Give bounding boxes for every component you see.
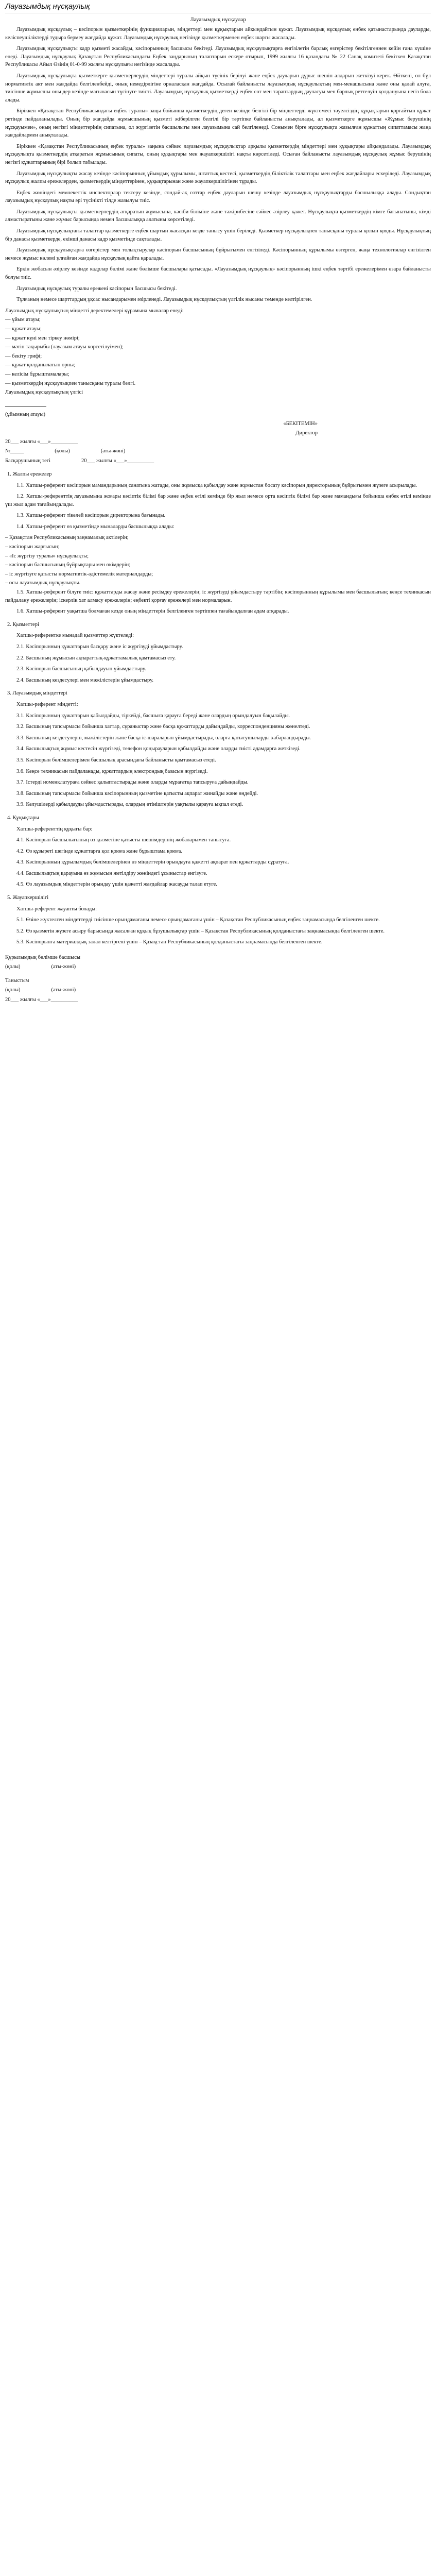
familiar-signature-row [5, 986, 431, 994]
agreed-label: Құрылымдық бөлімше басшысы [5, 955, 80, 961]
intro-paragraph: Лауазымдық нұсқаулықта қызметкерге қызметкерлердің міндеттері туралы айқын түсінік берілуі және еңбек дауларын дұрыс шешіп алдарын жеткізуі керек. Өйткені, ол бұл нормативтік акт мен жағдайда белгіленбейді, оның немедірлігіне орналасқан жағдайда. Осылай байланысты лауазымдық нұсқаулықтың мен-менашысына және оны қалай алуға, тиісінше жұмысшы оны дер кезінде мағынасын түсінуге тиісті. Лауазымдық нұсқаулық қызметкерді еңбек сот мен тараптардың дауласуы мен барлық реттелуін қолдануына негіз бола алады. [5, 73, 431, 103]
section-item: 4.4. Басшылықтың қарауына өз жұмысын жетілдіру жөніндегі ұсыныстар енгізуге. [16, 870, 207, 876]
signature-label: (қолы) [55, 448, 70, 454]
signature-row [5, 447, 431, 455]
list-item: Лауазымдық нұсқаулықтың міндетті деректемелері құрамына мыналар енеді: [5, 308, 184, 314]
section-item: 2.2. Басшының жұмысын ақпараттық-құжаттамалық қамтамасыз ету. [16, 655, 176, 661]
agreed-signature-row [5, 963, 431, 971]
intro-paragraph: Лауазымдық нұсқаулық туралы ережені кәсіпорын басшысы бекітеді. [16, 285, 177, 292]
section-item: 4.1. Кәсіпорын басшылығының өз қызметіне қатысты шешімдерінің жобаларымен танысуға. [16, 837, 231, 843]
fio-label: (аты-жөні) [100, 448, 126, 454]
date-line: 20___ жылғы «___»__________ [5, 439, 78, 445]
list-item: — құжат қолданылатын орны; [5, 362, 76, 368]
section-item: Хатшы-референттің құқығы бар: [16, 826, 93, 832]
intro-section [5, 26, 431, 293]
familiar-label: Таныстым [5, 978, 29, 984]
list-item: – Қазақстан Республикасының заңнамалық актілерін; [5, 535, 129, 541]
section-item: 5.3. Кәсіпорынға материалдық залал келтіргені үшін – Қазақстан Республикасының қолданыстағы заңнамасында белгіленген шекте. [16, 939, 323, 945]
section-item: 1.4. Хатшы-референт өз қызметінде мыналарды басшылыққа алады: [16, 523, 175, 530]
section-item: 1.3. Хатшы-референт тікелей кәсіпорын директорына бағынады. [16, 513, 166, 519]
section-item: 3.1. Кәсіпорынның құжаттарын қабылдайды, тіркейді, басшыға қарауға береді және олардың орындалуын бақылайды. [16, 713, 290, 719]
signature-label: (қолы) [5, 963, 21, 970]
section-item: 3.4. Басшылықтың жұмыс кестесін жүргізеді, телефон қоңырауларын қабылдайды және оларды тиісті адамдарға жеткізеді. [16, 746, 301, 752]
section-item: 2.3. Кәсіпорын басшысының қабылдауын ұйымдастыру. [16, 666, 146, 672]
section-heading: 1. Жалпы ережелер [7, 471, 52, 477]
intro-paragraph: Біріккен «Қазақстан Республикасындағы еңбек туралы» заңы бойынша қызметкердің деген кезінде белгілі бір міндеттерді жүктемесі тәуелсіздің құқықтарын қорғайтын құжат ретінде пайдаланылады. Оның бір жағдайда жұмысшының қызметі жіберілген белгілі бір тәртіпке байланысты анықталады, ал қызметкерге жұмысшы «Жұмыс берушінің нұсқауымен», оның негізгі міндеттерінің сипатына, ол жүргізетін басшылығы мен лауазымына сай белгіленеді. Сонымен бірге нұсқаулықта жазылған құжаттың сипаттамасы жаңа жағдайлармен анықталады. [5, 108, 431, 139]
intro-paragraph: Лауазымдық нұсқаулық – кәсіпорын қызметкерінің функцияларын, міндеттері мен құқықтарын айқындайтын құжат. Лауазымдық нұсқаулық еңбек қатынастарында дауларды, келіспеушіліктерді тудыра бермеу жағдайда құжат. Лауазымдық нұсқаулық негізінде қызметкерменен еңбек шарты жасалады. [5, 27, 431, 41]
section-item: Хатшы-референт жауапты болады: [16, 906, 97, 912]
list-item: – кәсіпорын басшысының бұйрықтары мен өкімдерін; [5, 562, 131, 568]
fio-label: (аты-жөні) [51, 963, 76, 970]
section-item: 1.1. Хатшы-референт кәсіпорын мамандарының санатына жатады, оны жұмысқа қабылдау және жұмыстан босату кәсіпорын директорының бұйрығымен жүзеге асырылады. [16, 482, 417, 488]
signature-label: (қолы) [5, 987, 21, 993]
list-item: — бекіту грифі; [5, 353, 42, 359]
familiar-date: 20___ жылғы «___»__________ [5, 997, 78, 1003]
section-5 [5, 894, 431, 946]
list-item: — қызметкердің нұсқаулықпен танысқаны туралы белгі. [5, 380, 136, 386]
section-item: 1.6. Хатшы-референт уақытша болмаған кезде оның міндеттерін белгіленген тәртіппен тағайындалған адам атқарады. [16, 608, 289, 615]
org-name-line [5, 402, 431, 410]
section-item: 3.8. Басшының тапсырмасы бойынша кәсіпорынның қызметіне қатысты ақпарат жинайды және өңдейді. [16, 790, 258, 796]
section-item: 2.1. Кәсіпорынның құжаттарын басқару және іс жүргізуді ұйымдастыру. [16, 644, 183, 650]
list-item: — мәтін тақырыбы (лауазым атауы көрсетілуімен); [5, 344, 124, 350]
intro-paragraph: Лауазымдық нұсқаулықтағы талаптар қызметкерге еңбек шартын жасасқан кезде танысу үшін беріледі. Қызметкер нұсқаулықпен танысқаны туралы қолын қояды. Нұсқаулықтың бір данасы қызметкерде, екінші данасы кадр қызметінде сақталады. [5, 228, 431, 242]
org-name-label: (ұйымның атауы) [5, 412, 46, 418]
intro-paragraph: Еркін жобасын әзірлеу кезінде кадрлар бөлімі және бөлімше басшылары қатысады. «Лауазымдық нұсқаулық» кәсіпорынның ішкі еңбек тәртібі ережелерімен өзара байланысты болуы тиіс. [5, 266, 431, 281]
director-label: Директор [295, 430, 318, 436]
section-item: 4.5. Өз лауазымдық міндеттерін орындау үшін қажетті жағдайлар жасауды талап етуге. [16, 882, 217, 888]
number-label: №_____ [5, 448, 24, 454]
section-2 [5, 621, 431, 685]
intro-paragraph: Лауазымдық нұсқаулықты кадр қызметі жасайды, кәсіпорынның басшысы бекітеді. Лауазымдық нұсқаулықтарға енгізілетін барлық өзгерістер бекітілгеннен кейін ғана күшіне енеді. Лауазымдық нұсқаулық Қазақстан Республикасындағы Еңбек заңдарының талаптарын ескере отырып, 1999 жылғы 16 қазандағы № 22 Санақ комитеті бекіткен Қазақстан Республикасы Айыл Өзінің 01-0-99 жылғы нұсқаулығы негізінде жасалады. [5, 46, 431, 68]
template-block [5, 388, 431, 465]
section-item: 3.2. Басшының тапсырмасы бойынша хаттар, сұраныстар және басқа құжаттарды дайындайды, корреспонденцияны жөнелтеді. [16, 724, 310, 730]
list-item: – «Іс жүргізу туралы» нұсқаулықты; [5, 553, 89, 559]
section-item: 1.2. Хатшы-референттің лауазымына жоғары кәсіптік білімі бар және еңбек өтілі кемінде бір жыл немесе орта кәсіптік білімі бар және мамандығы бойынша еңбек өтілі кемінде үш жыл адам тағайындалады. [5, 494, 431, 507]
section-heading: 3. Лауазымдық міндеттері [7, 690, 67, 697]
list-item: – кәсіпорын жарғысын; [5, 544, 60, 550]
section-4 [5, 814, 431, 889]
place-label: Басқарушының тегі [5, 458, 51, 464]
intro-paragraph: Біріккен «Қазақстан Республикасының еңбек туралы» заңына сәйкес лауазымдық нұсқаулықтар арқылы қызметкердің міндеттері мен құқықтары айқындалады. Лауазымдық нұсқаулықта қызметкердің атқаратын жұмысының сипаты, оның құқықтары мен жауапкершілігі нақты көрсетіледі. Осыған байланысты лауазымдық нұсқаулық жұмыс берушінің негізгі құжаттарының бірі болып табылады. [5, 143, 431, 165]
section-item: 3.9. Келушілерді қабылдауды ұйымдастырады, олардың өтініштерін уақтылы қарауға ықпал етеді. [16, 802, 243, 808]
section-item: 1.5. Хатшы-референт білуге тиіс: құжаттарды жасау және ресімдеу ережелерін; іс жүргізуді ұйымдастыру тәртібін; кәсіпорынның құрылымы мен басшылығын; кеңсе техникасын пайдалану ережелерін; іскерлік хат алмасу ережелерін; еңбекті қорғау ережелері мен нормаларын. [5, 589, 431, 603]
intro-paragraph: Лауазымдық нұсқаулықты қызметкерлердің атқаратын жұмысына, кәсіби біліміне және тәжірибесіне сәйкес әзірлеу қажет. Нұсқаулықта қызметкердің кімге бағынатыны, кімді алмастыратыны және жұмыс барысында немен басшылыққа алатыны көрсетіледі. [5, 209, 431, 223]
section-heading: 2. Қызметтері [7, 621, 39, 628]
section-item: 5.1. Өзіне жүктелген міндеттерді тиісінше орындамағаны немесе орындамағаны үшін – Қазақстан Республикасының еңбек заңнамасында белгіленген шекте. [16, 917, 380, 923]
section-item: Хатшы-референт міндетті: [16, 701, 78, 707]
section-heading: 5. Жауапкершілігі [7, 895, 49, 901]
intro-paragraph: Лауазымдық нұсқаулықты жасау кезінде кәсіпорынның ұйымдық құрылымы, штаттық кестесі, қызметкердің біліктілік талаптары мен еңбек жағдайлары ескеріледі. Лауазымдық нұсқаулық жалпы ережелерден, қызметкердің міндеттерінен, құқықтарынан және жауапкершілігінен тұрады. [5, 171, 431, 185]
approval-date: 20___ жылғы «___»__________ [81, 458, 154, 464]
signature-footer [5, 950, 431, 1004]
section-1 [5, 470, 431, 616]
list-item: – осы лауазымдық нұсқаулықты. [5, 580, 81, 586]
section-item: 3.5. Кәсіпорын бөлімшелерімен басшылық арасындағы байланысты қамтамасыз етеді. [16, 757, 216, 763]
place-row [5, 457, 431, 465]
document-subtitle: Лауазымдық нұсқаулар [190, 16, 246, 23]
document-page [5, 0, 431, 1004]
list-item: — келісім бұрыштамалары; [5, 371, 69, 377]
approve-stamp: «БЕКІТЕМІН» [283, 420, 318, 427]
list-item: — ұйым атауы; [5, 317, 41, 323]
requisites-list [5, 307, 431, 387]
intro-paragraph: Лауазымдық нұсқаулықтарға өзгерістер мен толықтырулар кәсіпорын басшысының бұйрығымен енгізіледі. Кәсіпорынның құрылымы өзгерген, жаңа технологиялар енгізілген немесе жұмыс көлемі ұлғайған жағдайда нұсқаулық қайта қаралады. [5, 247, 431, 261]
list-item: – іс жүргізуге қатысты нормативтік-әдістемелік материалдарды; [5, 571, 153, 577]
section-item: Хатшы-референтке мынадай қызметтер жүктеледі: [16, 633, 134, 639]
page-title: Лауазымдық нұсқаулық [5, 2, 431, 13]
section-item: 3.3. Басшының кездесулерін, мәжілістерін және басқа іс-шараларын ұйымдастырады, оларға қатысушыларды хабарландырады. [16, 735, 311, 741]
list-item: — құжат күні мен тіркеу нөмірі; [5, 335, 80, 341]
template-heading: Лауазымдық нұсқаулықтың үлгісі [5, 389, 83, 396]
sample-intro: Тұлғаның немесе шарттардың ұқсас нысандарымен әзірленеді. Лауазымдық нұсқаулықтың үлгілік нысаны төменде келтірілген. [16, 297, 312, 303]
section-item: 4.3. Кәсіпорынның құрылымдық бөлімшелерінен өз міндеттерін орындауға қажетті ақпарат пен құжаттарды сұратуға. [16, 859, 289, 866]
section-item: 2.4. Басшының кездесулері мен мәжілістерін ұйымдастыру. [16, 677, 153, 683]
section-item: 5.2. Өз қызметін жүзеге асыру барысында жасалған құқық бұзушылықтар үшін – Қазақстан Республикасының қолданыстағы заңнамасында белгіленген шекте. [16, 928, 385, 934]
section-heading: 4. Құқықтары [7, 815, 39, 821]
section-item: 3.6. Кеңсе техникасын пайдаланады, құжаттардың электрондық базасын жүргізеді. [16, 768, 208, 774]
intro-paragraph: Еңбек жөніндегі мемлекеттік инспекторлар тексеру кезінде, сондай-ақ соттар еңбек дауларын шешу кезінде лауазымдық нұсқаулықтарды басшылыққа алады. Сондықтан лауазымдық нұсқаулық нақты әрі түсінікті тілде жазылуы тиіс. [5, 190, 431, 204]
list-item: — құжат атауы; [5, 326, 42, 332]
section-3 [5, 689, 431, 809]
fio-label: (аты-жөні) [51, 987, 76, 993]
section-item: 3.7. Істерді номенклатураға сәйкес қалыптастырады және оларды мұрағатқа тапсыруға дайындайды. [16, 779, 249, 786]
section-item: 4.2. Өз құзыреті шегінде құжаттарға қол қоюға және бұрыштама қоюға. [16, 848, 183, 854]
